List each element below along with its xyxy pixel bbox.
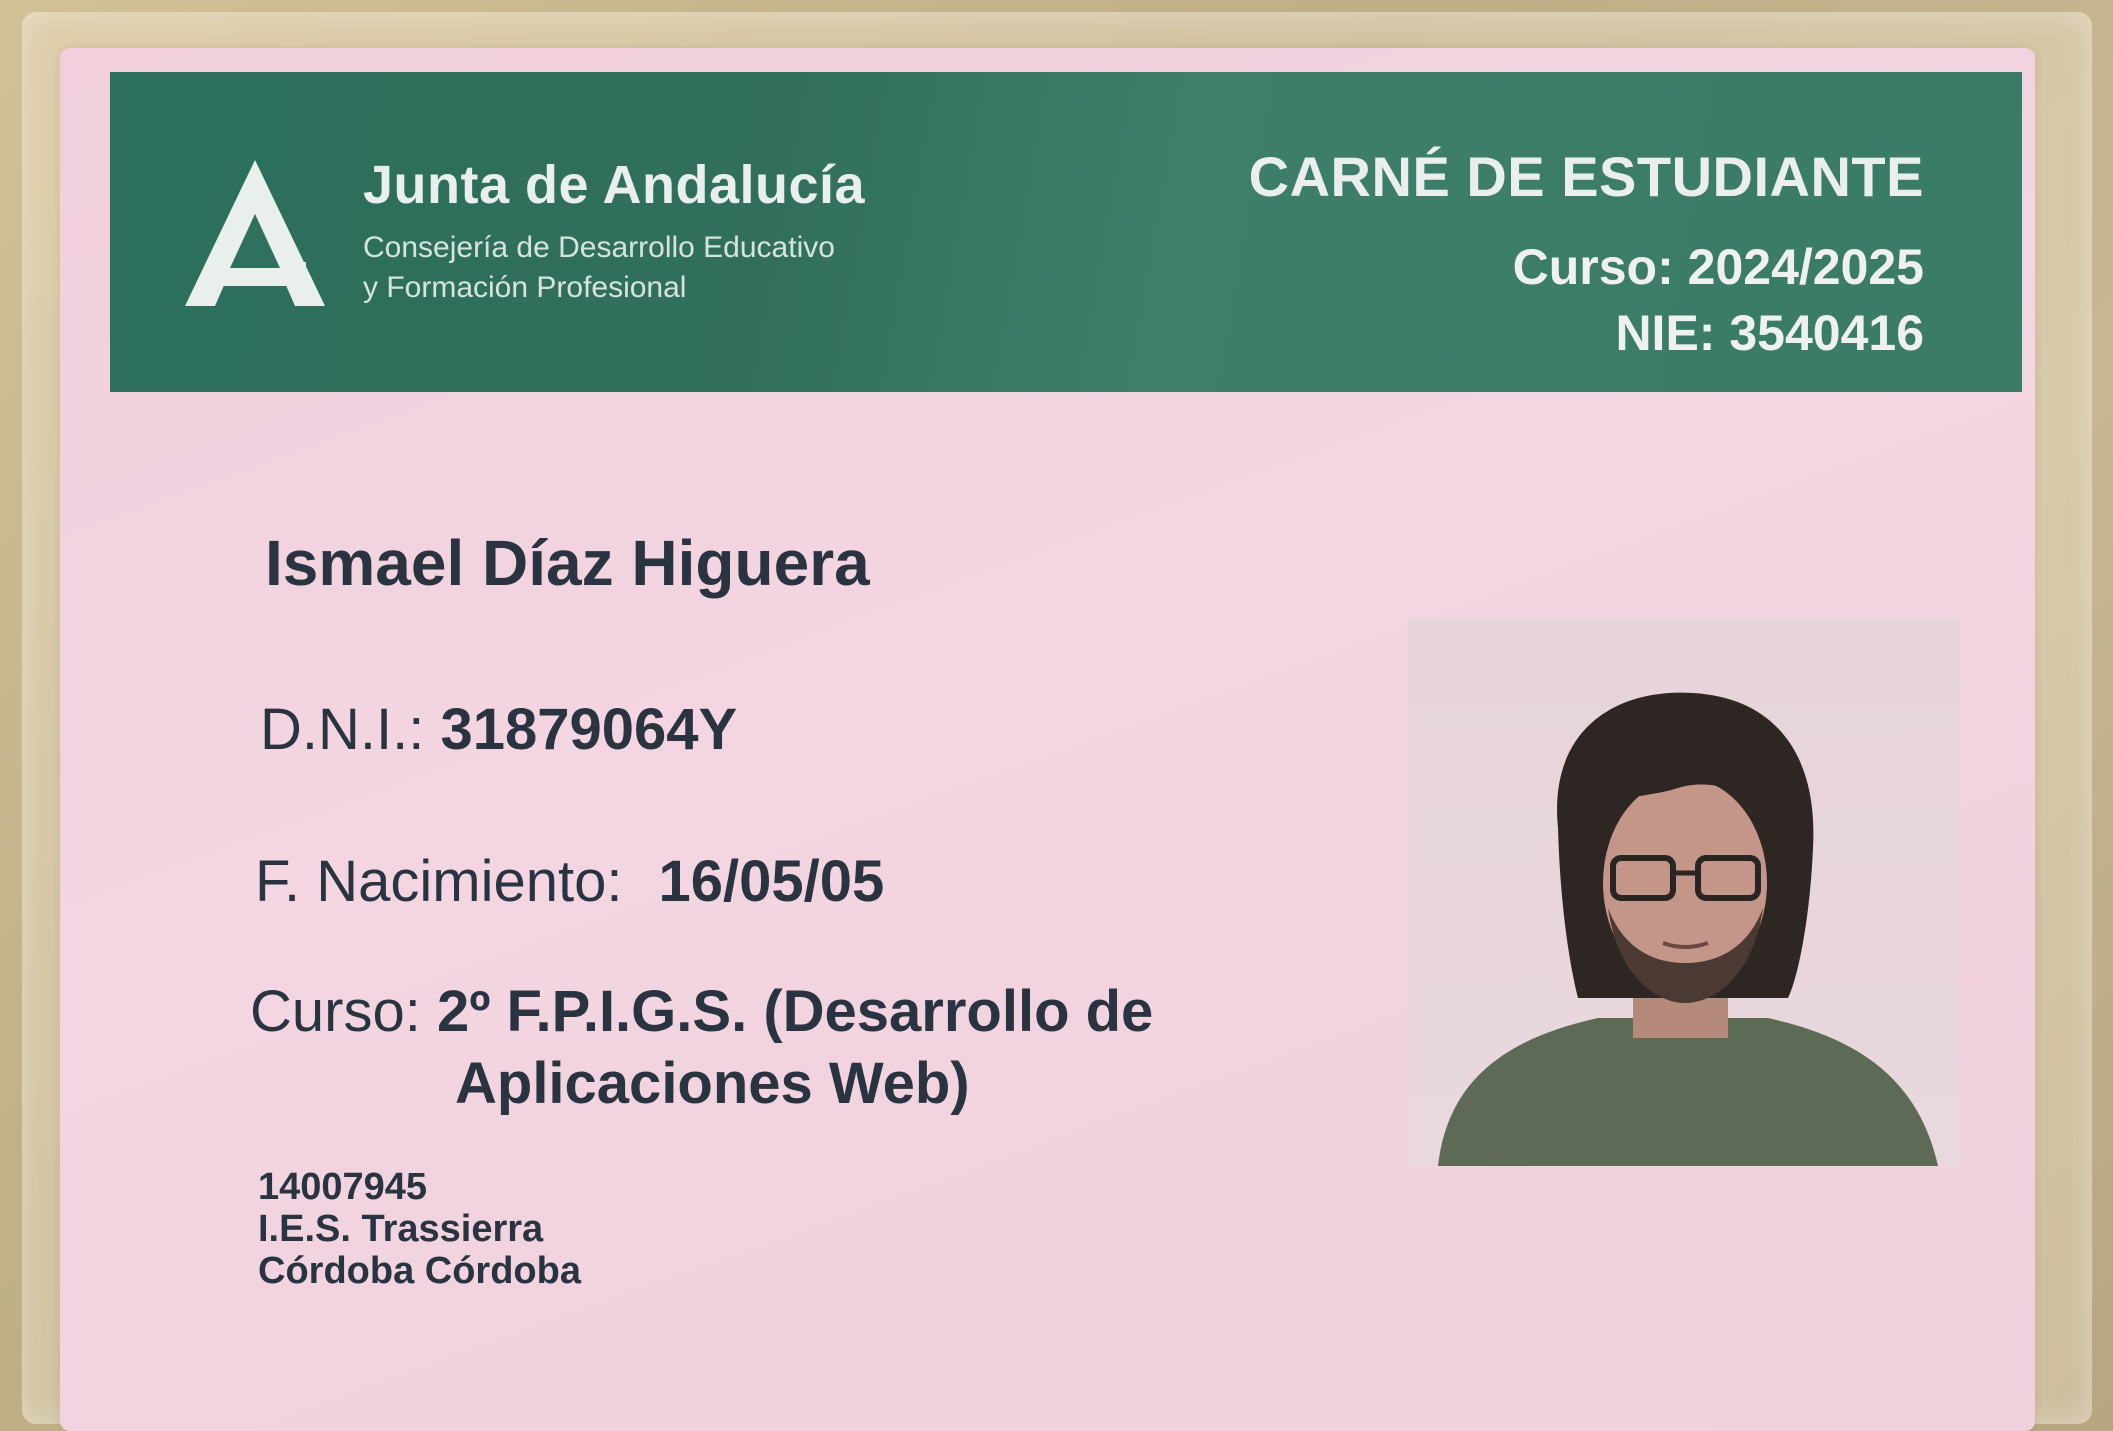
academic-year: Curso: 2024/2025 bbox=[1512, 239, 1924, 295]
birth-date-field bbox=[255, 848, 884, 915]
dni-label: D.N.I.: bbox=[260, 697, 425, 762]
department-line-1: Consejería de Desarrollo Educativo bbox=[363, 231, 835, 264]
course-field bbox=[250, 976, 1153, 1048]
card-title: CARNÉ DE ESTUDIANTE bbox=[1248, 145, 1924, 208]
portrait-illustration bbox=[1408, 618, 1960, 1166]
course-label: Curso: bbox=[250, 979, 421, 1044]
student-id-card bbox=[60, 48, 2035, 1431]
dni-field bbox=[260, 696, 737, 763]
student-photo bbox=[1408, 618, 1960, 1166]
header-banner bbox=[110, 72, 2022, 392]
birth-value: 16/05/05 bbox=[658, 849, 885, 914]
department-line-2: y Formación Profesional bbox=[363, 271, 687, 304]
school-name: I.E.S. Trassierra bbox=[258, 1208, 544, 1250]
course-value-line-2: Aplicaciones Web) bbox=[455, 1051, 970, 1116]
course-value-line-1: 2º F.P.I.G.S. (Desarrollo de bbox=[436, 979, 1154, 1044]
school-location: Córdoba Córdoba bbox=[258, 1250, 581, 1292]
birth-label: F. Nacimiento: bbox=[255, 849, 623, 914]
junta-andalucia-logo-icon bbox=[180, 158, 330, 308]
school-info bbox=[258, 1166, 581, 1292]
department-name bbox=[363, 228, 943, 308]
dni-value: 31879064Y bbox=[440, 697, 738, 762]
student-name: Ismael Díaz Higuera bbox=[265, 527, 870, 599]
nie-number: NIE: 3540416 bbox=[1615, 305, 1924, 361]
institution-name: Junta de Andalucía bbox=[363, 155, 866, 215]
school-code: 14007945 bbox=[258, 1166, 428, 1208]
